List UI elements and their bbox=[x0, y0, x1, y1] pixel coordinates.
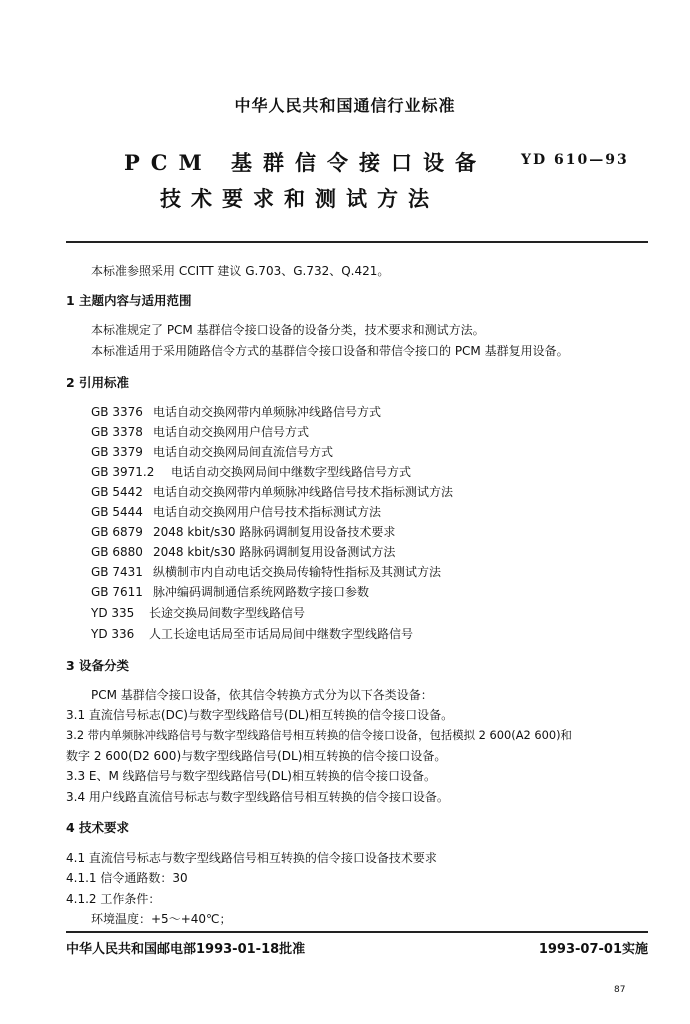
reference-item bbox=[91, 625, 413, 642]
reference-item bbox=[91, 523, 395, 540]
reference-title: 2048 kbit/s30 路脉码调制复用设备技术要求 bbox=[153, 525, 396, 539]
reference-code: GB 3378 bbox=[91, 425, 143, 439]
reference-item bbox=[91, 543, 395, 560]
reference-code: GB 3971.2 bbox=[91, 465, 155, 479]
section-3-item-3: 3.3 E、M 线路信号与数字型线路信号(DL)相互转换的信令接口设备。 bbox=[66, 769, 436, 783]
top-divider bbox=[66, 241, 648, 243]
reference-title: 长途交换局间数字型线路信号 bbox=[149, 606, 306, 620]
reference-code: GB 7611 bbox=[91, 585, 143, 599]
reference-code: GB 3379 bbox=[91, 445, 143, 459]
reference-code: YD 336 bbox=[91, 627, 135, 641]
reference-code: GB 3376 bbox=[91, 405, 143, 419]
reference-code: GB 5444 bbox=[91, 505, 143, 519]
document-title-line1: PCM 基群信令接口设备 bbox=[124, 150, 488, 175]
reference-title: 纵横制市内自动电话交换局传输特性指标及其测试方法 bbox=[153, 565, 442, 579]
reference-item bbox=[91, 583, 369, 600]
environment-temperature: 环境温度：+5～+40℃； bbox=[91, 912, 232, 926]
reference-item bbox=[91, 423, 309, 440]
reference-item bbox=[91, 463, 411, 480]
intro-paragraph: 本标准参照采用 CCITT 建议 G.703、G.732、Q.421。 bbox=[91, 264, 390, 278]
reference-code: GB 7431 bbox=[91, 565, 143, 579]
section-3-intro: PCM 基群信令接口设备，依其信令转换方式分为以下各类设备： bbox=[91, 688, 433, 702]
reference-title: 电话自动交换网局间中继数字型线路信号方式 bbox=[171, 465, 412, 479]
reference-item bbox=[91, 443, 333, 460]
reference-code: GB 6880 bbox=[91, 545, 143, 559]
reference-item bbox=[91, 563, 441, 580]
approval-line: 中华人民共和国邮电部1993-01-18批准 bbox=[66, 942, 306, 957]
section-3-heading: 3 设备分类 bbox=[66, 658, 130, 673]
implementation-date: 1993-07-01实施 bbox=[538, 942, 648, 957]
reference-item bbox=[91, 403, 381, 420]
reference-code: GB 5442 bbox=[91, 485, 143, 499]
section-3-item-4: 3.4 用户线路直流信号标志与数字型线路信号相互转换的信令接口设备。 bbox=[66, 790, 449, 804]
section-4-1-1: 4.1.1 信令通路数：30 bbox=[66, 871, 188, 885]
section-3-item-2-line-1: 3.2 带内单频脉冲线路信号与数字型线路信号相互转换的信令接口设备，包括模拟 2 600(A2 600)和 bbox=[66, 728, 572, 742]
section-3-item-1: 3.1 直流信号标志(DC)与数字型线路信号(DL)相互转换的信令接口设备。 bbox=[66, 708, 454, 722]
page-number: 87 bbox=[614, 985, 626, 995]
reference-item bbox=[91, 503, 381, 520]
reference-item bbox=[91, 604, 305, 621]
reference-title: 人工长途电话局至市话局局间中继数字型线路信号 bbox=[149, 627, 414, 641]
section-1-para-1: 本标准规定了 PCM 基群信令接口设备的设备分类，技术要求和测试方法。 bbox=[91, 323, 485, 337]
footer-divider bbox=[66, 931, 648, 933]
section-1-para-2: 本标准适用于采用随路信令方式的基群信令接口设备和带信令接口的 PCM 基群复用设备。 bbox=[91, 344, 569, 358]
issuing-body-header: 中华人民共和国通信行业标准 bbox=[234, 96, 456, 115]
reference-title: 电话自动交换网用户信号方式 bbox=[153, 425, 310, 439]
section-4-1: 4.1 直流信号标志与数字型线路信号相互转换的信令接口设备技术要求 bbox=[66, 851, 437, 865]
reference-title: 电话自动交换网带内单频脉冲线路信号技术指标测试方法 bbox=[153, 485, 454, 499]
section-1-heading: 1 主题内容与适用范围 bbox=[66, 293, 192, 308]
reference-code: YD 335 bbox=[91, 606, 135, 620]
reference-title: 电话自动交换网局间直流信号方式 bbox=[153, 445, 334, 459]
reference-item bbox=[91, 483, 453, 500]
section-2-heading: 2 引用标准 bbox=[66, 375, 130, 390]
section-4-1-2: 4.1.2 工作条件： bbox=[66, 892, 161, 906]
reference-title: 脉冲编码调制通信系统网路数字接口参数 bbox=[153, 585, 370, 599]
section-4-heading: 4 技术要求 bbox=[66, 820, 130, 835]
standard-number: YD 610—93 bbox=[521, 152, 629, 168]
reference-title: 电话自动交换网用户信号技术指标测试方法 bbox=[153, 505, 382, 519]
reference-code: GB 6879 bbox=[91, 525, 143, 539]
document-title-line2: 技术要求和测试方法 bbox=[160, 186, 439, 211]
section-3-item-2-line-2: 数字 2 600(D2 600)与数字型线路信号(DL)相互转换的信令接口设备。 bbox=[66, 749, 447, 763]
reference-title: 电话自动交换网带内单频脉冲线路信号方式 bbox=[153, 405, 382, 419]
reference-title: 2048 kbit/s30 路脉码调制复用设备测试方法 bbox=[153, 545, 396, 559]
